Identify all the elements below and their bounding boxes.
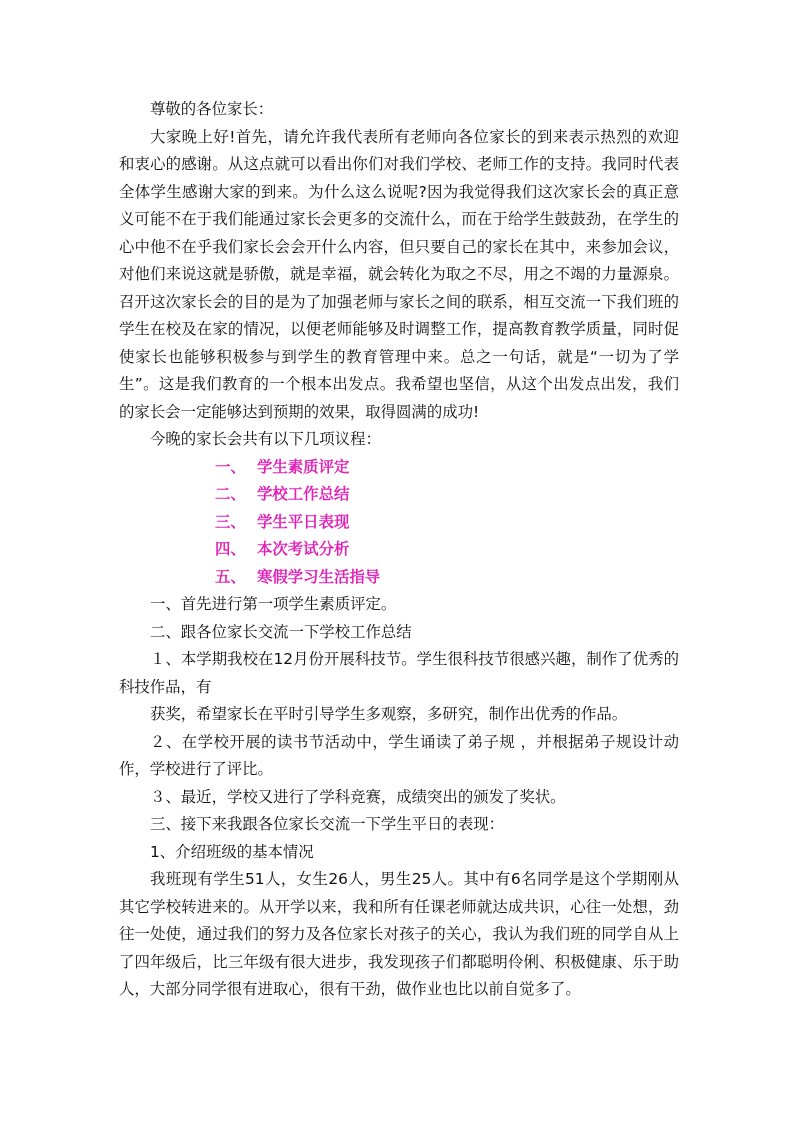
section-3-heading: 三、接下来我跟各位家长交流一下学生平日的表现： bbox=[150, 815, 504, 833]
class-info-paragraph: 我班现有学生51人，女生26人，男生25人。其中有6名同学是这个学期刚从其它学校转进来的。从开学以来，我和所有任课老师就达成共识，心往一处想，劲往一处使，通过我们的努力及各位家长对孩子的关心，我认为我们班的同学自从上了四年级后，比三年级有很大进步，我发现孩子们都聪明伶俐、积极健康、乐于助人，大部分同学很有进取心，很有干劲，做作业也比以前自觉多了。 bbox=[119, 870, 679, 998]
agenda-item bbox=[119, 481, 679, 509]
agenda-intro: 今晚的家长会共有以下几项议程： bbox=[150, 430, 381, 448]
agenda-item-text: 学生平日表现 bbox=[257, 512, 350, 531]
agenda-item bbox=[119, 536, 679, 564]
agenda-list bbox=[119, 454, 679, 592]
agenda-item-text: 本次考试分析 bbox=[257, 540, 350, 558]
greeting: 尊敬的各位家长： bbox=[150, 100, 274, 118]
agenda-item-text: 寒假学习生活指导 bbox=[257, 567, 381, 586]
agenda-item bbox=[119, 454, 679, 482]
item-1-continued: 获奖，希望家长在平时引导学生多观察，多研究，制作出优秀的作品。 bbox=[150, 705, 628, 723]
opening-paragraph: 大家晚上好!首先，请允许我代表所有老师向各位家长的到来表示热烈的欢迎和衷心的感谢。从这点就可以看出你们对我们学校、老师工作的支持。我同时代表全体学生感谢大家的到来。为什么这么说呢?因为我觉得我们这次家长会的真正意义可能不在于我们能通过家长会更多的交流什么，而在于给学生鼓鼓劲，在学生的心中他不在乎我们家长会会开什么内容，但只要自己的家长在其中，来参加会议，对他们来说这就是骄傲，就是幸福，就会转化为取之不尽，用之不竭的力量源泉。召开这次家长会的目的是为了加强老师与家长之间的联系，相互交流一下我们班的学生在校及在家的情况，以便老师能够及时调整工作，提高教育教学质量，同时促使家长也能够积极参与到学生的教育管理中来。总之一句话，就是“一切为了学生”。这是我们教育的一个根本出发点。我希望也坚信，从这个出发点出发，我们的家长会一定能够达到预期的效果，取得圆满的成功! bbox=[119, 127, 679, 421]
agenda-item-number: 一、 bbox=[215, 457, 246, 476]
agenda-item-text: 学校工作总结 bbox=[257, 485, 350, 503]
agenda-item bbox=[119, 509, 679, 537]
agenda-item-number: 三、 bbox=[215, 512, 246, 531]
agenda-item-number: 五、 bbox=[215, 567, 246, 586]
section-1-heading: 一、首先进行第一项学生素质评定。 bbox=[150, 595, 397, 613]
item-1-paragraph: １、本学期我校在12月份开展科技节。学生很科技节很感兴趣，制作了优秀的科技作品，有 bbox=[119, 650, 679, 696]
agenda-item-number: 二、 bbox=[215, 485, 246, 503]
item-2-paragraph: ２、在学校开展的读书节活动中，学生诵读了弟子规 ，并根据弟子规设计动作，学校进行了评比。 bbox=[119, 732, 679, 778]
agenda-item bbox=[119, 564, 679, 592]
item-3-paragraph: ３、最近，学校又进行了学科竞赛，成绩突出的颁发了奖状。 bbox=[150, 787, 566, 806]
agenda-item-text: 学生素质评定 bbox=[257, 457, 350, 476]
agenda-item-number: 四、 bbox=[215, 540, 246, 558]
subsection-1-heading: 1、介绍班级的基本情况 bbox=[150, 842, 314, 861]
document-page bbox=[119, 96, 679, 1004]
section-2-heading: 二、跟各位家长交流一下学校工作总结 bbox=[150, 622, 412, 641]
